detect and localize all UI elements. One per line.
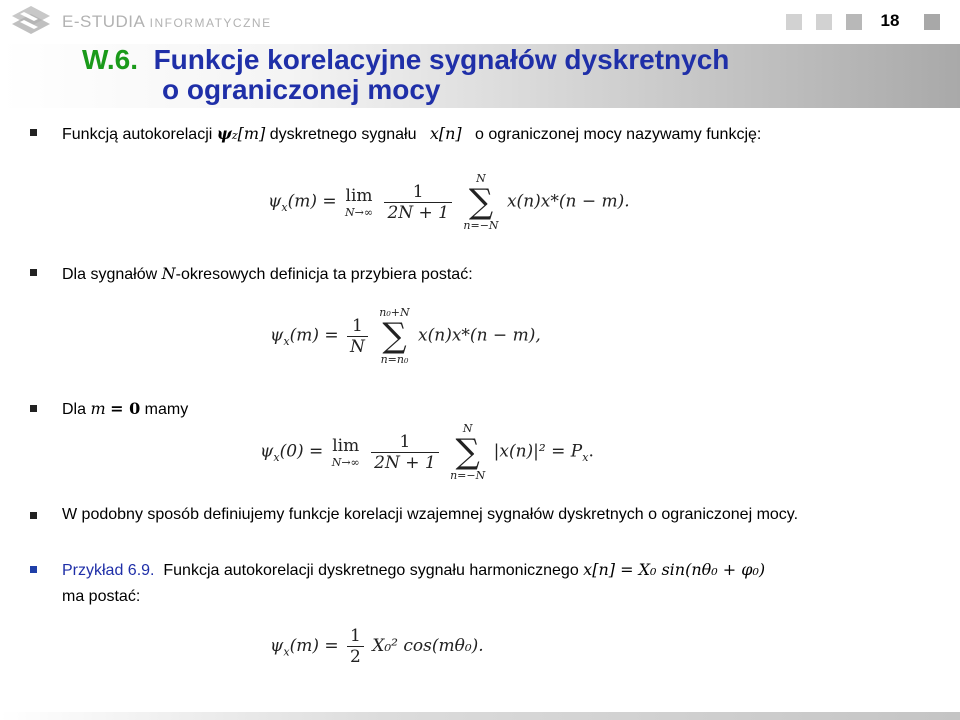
- bullet-1: [30, 129, 37, 136]
- nav-square-2[interactable]: [816, 14, 832, 30]
- equation-3: $\psi_x(0)$ = lim N→∞ $\frac{1}{2N + 1}$ N ∑ n=−N $|x(n)|^2 = P_x$.: [260, 422, 594, 482]
- footer-bar: [0, 712, 960, 720]
- slide-title-line1: W.6. Funkcje korelacyjne sygnałów dyskretnych: [82, 44, 730, 75]
- equation-2: $\psi_x(m)$ = $\frac{1}{N}$ n₀+N ∑ n=n₀ x(n)x*(n − m),: [270, 306, 541, 366]
- item-5-text: Przykład 6.9. Funkcja autokorelacji dyskretnego sygnału harmonicznego x[n] = X₀ sin(nθ₀ + φ₀): [62, 560, 766, 579]
- bullet-5: [30, 566, 37, 573]
- bullet-3: [30, 405, 37, 412]
- logo-text: E-STUDIA INFORMATYCZNE: [62, 12, 272, 31]
- item-2-text: Dla sygnałów N-okresowych definicja ta przybiera postać:: [62, 264, 473, 283]
- equation-4: $\psi_x(m)$ = $\frac{1}{2}$ X₀² cos(mθ₀).: [270, 626, 484, 667]
- item-5-continuation: ma postać:: [62, 588, 141, 605]
- nav-square-3[interactable]: [846, 14, 862, 30]
- nav-square-4[interactable]: [924, 14, 940, 30]
- equation-1: $\psi_x(m)$ = lim N→∞ $\frac{1}{2N + 1}$ N ∑ n=−N x(n)x*(n − m).: [268, 172, 630, 232]
- item-1-text: Funkcją autokorelacji ψz[m] dyskretnego sygnału x[n] o ograniczonej mocy nazywamy funkcję:: [62, 124, 762, 143]
- logo-icon: [10, 4, 52, 38]
- bullet-2: [30, 269, 37, 276]
- item-3-text: Dla m = 0 mamy: [62, 399, 189, 418]
- item-4-text: W podobny sposób definiujemy funkcje korelacji wzajemnej sygnałów dyskretnych o ograniczonej mocy.: [62, 506, 799, 523]
- page-number: 18: [880, 11, 900, 30]
- bullet-4: [30, 512, 37, 519]
- slide-title-line2: o ograniczonej mocy: [162, 74, 441, 105]
- nav-square-1[interactable]: [786, 14, 802, 30]
